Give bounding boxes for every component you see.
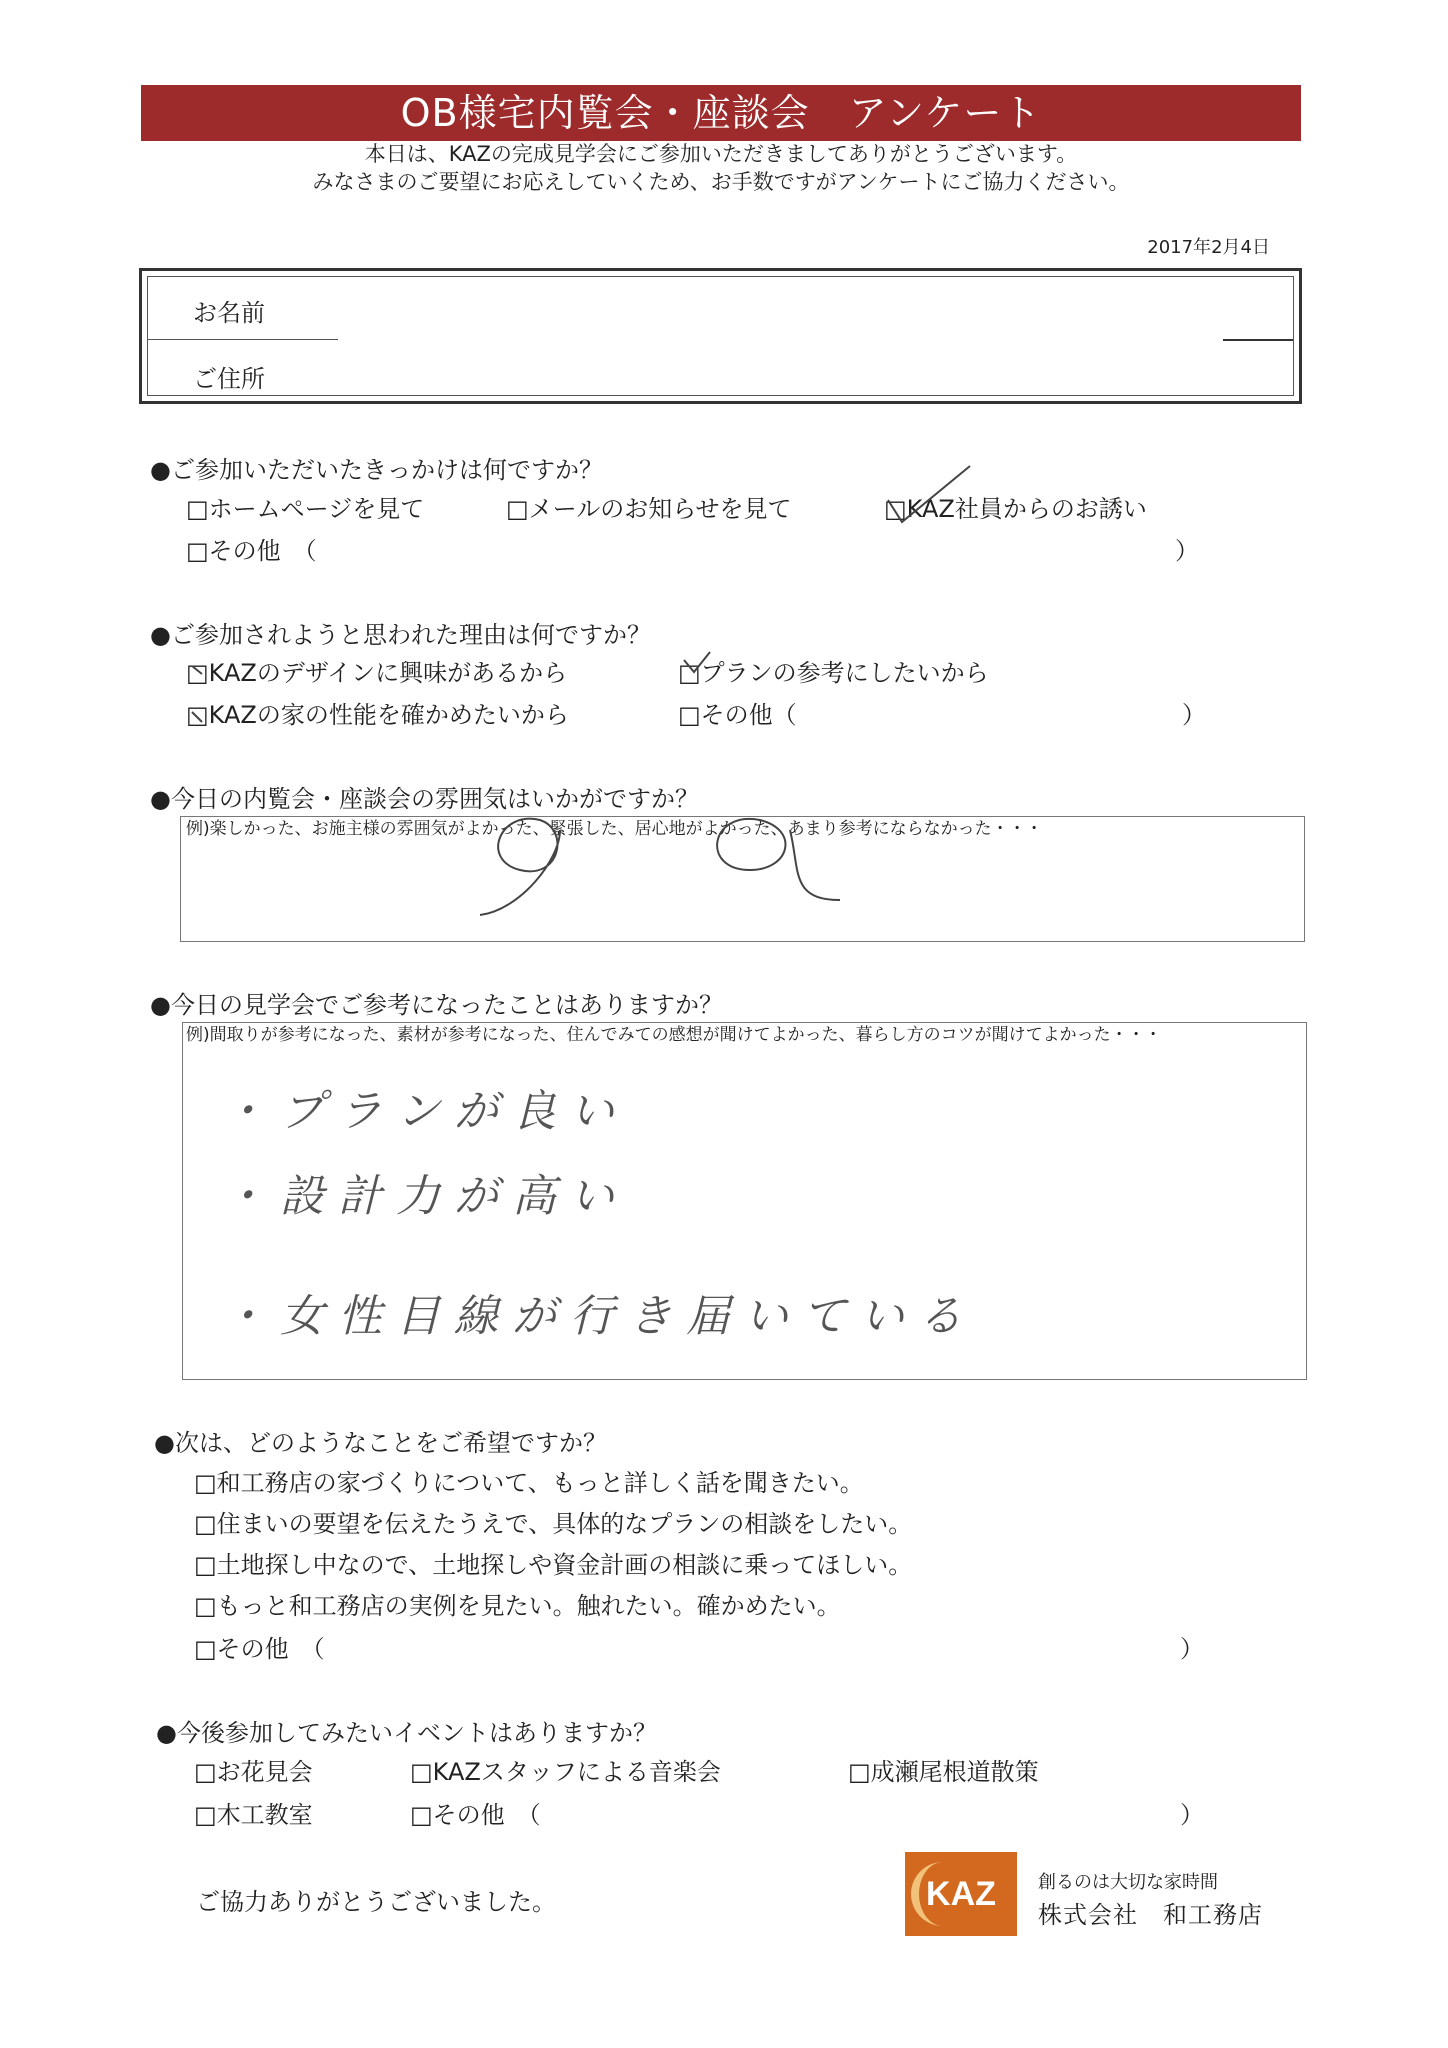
- q5-close-paren: ）: [1180, 1635, 1204, 1663]
- q1-option-staff-invite[interactable]: □KAZ社員からのお誘い: [884, 495, 1147, 523]
- q3-question: ●今日の内覧会・座談会の雰囲気はいかがですか？: [150, 785, 699, 813]
- survey-title-banner: OB様宅内覧会・座談会 アンケート: [141, 85, 1301, 141]
- q2-option-design[interactable]: □KAZのデザインに興味があるから: [186, 659, 568, 687]
- q2-option-plan[interactable]: □プランの参考にしたいから: [678, 659, 989, 687]
- q2-option-other[interactable]: □その他（: [678, 701, 797, 729]
- q6-option-walk[interactable]: □成瀬尾根道散策: [848, 1758, 1039, 1786]
- q5-option-plan-consult[interactable]: □住まいの要望を伝えたうえで、具体的なプランの相談をしたい。: [194, 1510, 913, 1538]
- address-label: ご住所: [193, 365, 265, 393]
- respondent-info-box: [139, 268, 1302, 404]
- q3-scribble-icon: [460, 800, 880, 930]
- q1-option-homepage[interactable]: □ホームページを見て: [186, 495, 425, 523]
- kaz-logo: [905, 1852, 1017, 1936]
- q1-close-paren: ）: [1175, 537, 1199, 565]
- q4-question: ●今日の見学会でご参考になったことはありますか？: [150, 991, 723, 1019]
- q6-option-woodwork[interactable]: □木工教室: [194, 1801, 313, 1829]
- q2-close-paren: ）: [1182, 701, 1206, 729]
- q4-answer-1: ・プランが良い: [222, 1086, 628, 1137]
- q5-option-see-examples[interactable]: □もっと和工務店の実例を見たい。触れたい。確かめたい。: [194, 1592, 841, 1620]
- q4-answer-3: ・女性目線が行き届いている: [222, 1291, 976, 1342]
- q1-checkmark-icon: [880, 460, 980, 530]
- intro-line-2: みなさまのご要望にお応えしていくため、お手数ですがアンケートにご協力ください。: [312, 170, 1130, 194]
- q1-option-other[interactable]: □その他 （: [186, 537, 317, 565]
- closing-thanks: ご協力ありがとうございました。: [196, 1888, 556, 1916]
- q6-option-hanami[interactable]: □お花見会: [194, 1758, 313, 1786]
- name-divider: [148, 339, 338, 340]
- survey-date: 2017年2月4日: [1147, 237, 1270, 258]
- q5-option-other[interactable]: □その他 （: [194, 1635, 325, 1663]
- q5-option-talk[interactable]: □和工務店の家づくりについて、もっと詳しく話を聞きたい。: [194, 1469, 864, 1497]
- q2-checkmark-icon: [188, 652, 228, 732]
- intro-line-1: 本日は、KAZの完成見学会にご参加いただきましてありがとうございます。: [364, 142, 1078, 166]
- q2-plan-checkmark-icon: [680, 648, 720, 688]
- name-divider-right: [1223, 339, 1293, 341]
- q6-close-paren: ）: [1180, 1801, 1204, 1829]
- name-label: お名前: [193, 299, 265, 327]
- q3-example: 例)楽しかった、お施主様の雰囲気がよかった、緊張した、居心地がよかった、あまり参考にならなかった・・・: [186, 819, 1043, 839]
- company-name: 株式会社 和工務店: [1038, 1901, 1263, 1929]
- logo-text: KAZ: [926, 1875, 996, 1913]
- company-tagline: 創るのは大切な家時間: [1038, 1872, 1218, 1893]
- q5-question: ●次は、どのようなことをご希望ですか？: [154, 1429, 607, 1457]
- q4-answer-2: ・設計力が高い: [222, 1171, 628, 1222]
- q2-option-performance[interactable]: □KAZの家の性能を確かめたいから: [186, 701, 569, 729]
- q4-example: 例)間取りが参考になった、素材が参考になった、住んでみての感想が聞けてよかった、暮らし方のコツが聞けてよかった・・・: [186, 1025, 1162, 1045]
- q1-option-mail[interactable]: □メールのお知らせを見て: [506, 495, 792, 523]
- q6-option-other[interactable]: □その他 （: [410, 1801, 541, 1829]
- q2-question: ●ご参加されようと思われた理由は何ですか？: [150, 621, 651, 649]
- q1-question: ●ご参加いただいたきっかけは何ですか？: [150, 456, 603, 484]
- q6-option-concert[interactable]: □KAZスタッフによる音楽会: [410, 1758, 721, 1786]
- q5-option-land-consult[interactable]: □土地探し中なので、土地探しや資金計画の相談に乗ってほしい。: [194, 1551, 913, 1579]
- q6-question: ●今後参加してみたいイベントはありますか？: [156, 1719, 657, 1747]
